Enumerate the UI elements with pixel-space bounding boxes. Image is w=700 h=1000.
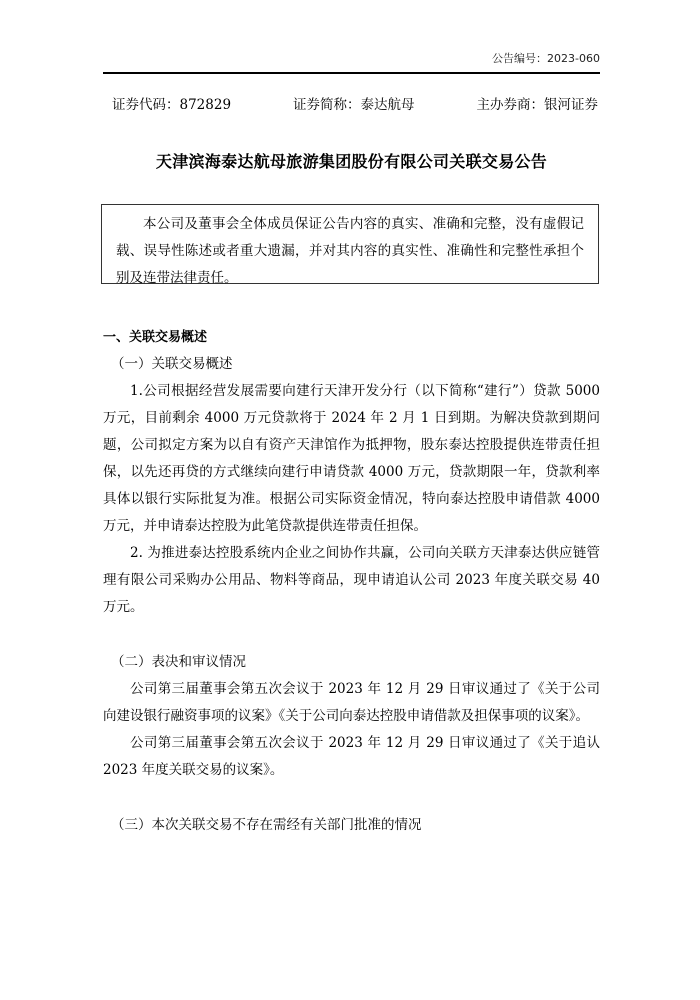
- securities-short-name: 证券简称：泰达航母: [293, 97, 415, 113]
- securities-info-line: [112, 93, 598, 113]
- securities-code: 证券代码：872829: [112, 97, 232, 113]
- paragraph: 2. 为推进泰达控股系统内企业之间协作共赢，公司向关联方天津泰达供应链管理有限公司采购办公用品、物料等商品，现申请追认公司 2023 年度关联交易 40 万元。: [103, 545, 600, 615]
- section-heading: 一、关联交易概述: [103, 330, 208, 345]
- paragraph: 1.公司根据经营发展需要向建行天津开发分行（以下简称“建行”）贷款 5000 万元，目前剩余 4000 万元贷款将于 2024 年 2 月 1 日到期。为解决贷款到期问题，公司拟定方案为以自有资产天津馆作为抵押物，股东泰达控股提供连带责任担保，以先还再贷的方式继续向建行申请贷款 4000 万元，贷款期限一年，贷款利率具体以银行实际批复为准。根据公司实际资金情况，特向泰达控股申请借款 4000 万元，并申请泰达控股为此笔贷款提供连带责任担保。: [103, 383, 600, 534]
- spacer: [103, 784, 600, 812]
- subsection-heading: （三）本次关联交易不存在需经有关部门批准的情况: [111, 817, 422, 833]
- disclaimer-box: 本公司及董事会全体成员保证公告内容的真实、准确和完整，没有虚假记载、误导性陈述或者重大遗漏，并对其内容的真实性、准确性和完整性承担个别及连带法律责任。: [101, 204, 599, 284]
- announcement-number: 公告编号：2023-060: [492, 52, 600, 65]
- document-body: [103, 324, 600, 839]
- header-rule: [103, 72, 600, 74]
- document-title: 天津滨海泰达航母旅游集团股份有限公司关联交易公告: [155, 152, 548, 171]
- paragraph: 公司第三届董事会第五次会议于 2023 年 12 月 29 日审议通过了《关于公司向建设银行融资事项的议案》《关于公司向泰达控股申请借款及担保事项的议案》。: [103, 681, 600, 724]
- subsection-heading: （二）表决和审议情况: [111, 654, 246, 670]
- subsection-heading: （一）关联交易概述: [111, 356, 233, 372]
- spacer: [103, 621, 600, 649]
- paragraph: 公司第三届董事会第五次会议于 2023 年 12 月 29 日审议通过了《关于追认 2023 年度关联交易的议案》。: [103, 735, 600, 778]
- sponsor-broker: 主办券商：银河证券: [476, 97, 598, 113]
